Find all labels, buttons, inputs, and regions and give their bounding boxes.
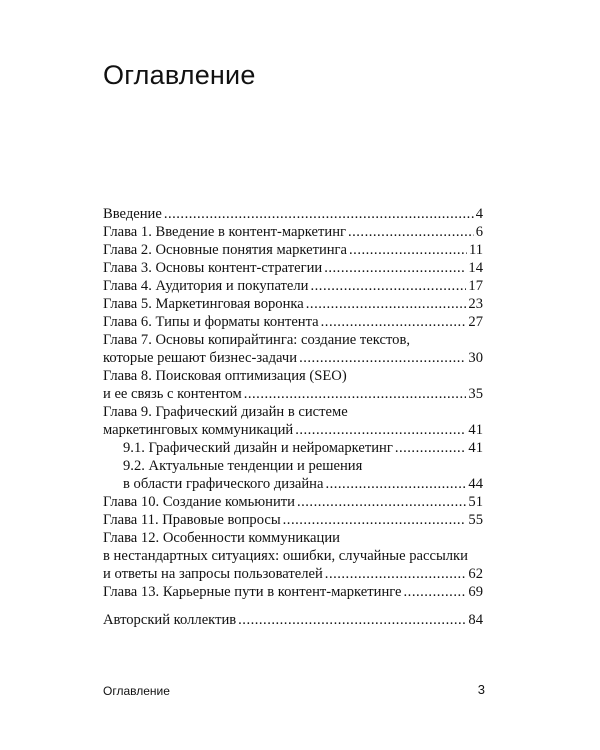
toc-entry-page: 4 xyxy=(475,206,483,222)
dot-leader xyxy=(238,611,466,629)
toc-entry-title: Авторский коллектив xyxy=(103,612,237,628)
toc-entry xyxy=(103,529,483,583)
toc-entry-title: Глава 2. Основные понятия маркетинга xyxy=(103,242,348,258)
toc-entry xyxy=(103,611,483,629)
toc-entry-title: Глава 3. Основы контент-стратегии xyxy=(103,260,323,276)
toc-entry-title: Глава 1. Введение в контент-маркетинг xyxy=(103,224,346,240)
toc-entry-title: Глава 5. Маркетинговая воронка xyxy=(103,296,304,312)
toc-entry-title: 9.1. Графический дизайн и нейромаркетинг xyxy=(123,440,393,456)
toc-entry-leader-line xyxy=(103,511,483,529)
dot-leader xyxy=(311,277,467,295)
dot-leader xyxy=(299,349,466,367)
page-number: 3 xyxy=(477,682,485,697)
toc-entry-leader-line xyxy=(103,313,483,331)
toc-entry-title: Введение xyxy=(103,206,162,222)
dot-leader xyxy=(325,475,466,493)
toc-entry-text-line: 9.2. Актуальные тенденции и решения xyxy=(123,458,363,474)
toc-entry xyxy=(103,259,483,277)
dot-leader xyxy=(404,583,467,601)
toc-entry-title: которые решают бизнес-задачи xyxy=(103,350,298,366)
dot-leader xyxy=(306,295,467,313)
toc-entry-text-line: Глава 7. Основы копирайтинга: создание текстов, xyxy=(103,332,411,348)
toc-entry-title: и ее связь с контентом xyxy=(103,386,242,402)
toc-entry-page: 27 xyxy=(468,314,483,330)
dot-leader xyxy=(349,241,467,259)
dot-leader xyxy=(297,493,466,511)
toc-entry-leader-line xyxy=(103,565,483,583)
toc-entry xyxy=(103,241,483,259)
toc-entry xyxy=(103,223,483,241)
toc-entry-page: 30 xyxy=(468,350,483,366)
toc-entry-leader-line xyxy=(123,475,483,493)
toc-entry xyxy=(103,439,483,457)
dot-leader xyxy=(324,259,466,277)
toc-entry xyxy=(103,511,483,529)
toc-entry xyxy=(103,403,483,439)
dot-leader xyxy=(395,439,467,457)
toc-entry-leader-line xyxy=(103,205,483,223)
toc-entry-page: 41 xyxy=(468,440,483,456)
dot-leader xyxy=(283,511,467,529)
toc-entry-page: 11 xyxy=(468,242,483,258)
toc-entry-page: 44 xyxy=(468,476,483,492)
toc-entry-leader-line xyxy=(103,493,483,511)
toc-entry-leader-line xyxy=(103,241,483,259)
toc-entry-page: 84 xyxy=(468,612,483,628)
toc-entry-text-line: Глава 12. Особенности коммуникации xyxy=(103,530,340,546)
toc-entry xyxy=(103,205,483,223)
toc-entry-leader-line xyxy=(123,439,483,457)
toc-entry-title: и ответы на запросы пользователей xyxy=(103,566,323,582)
toc-entry xyxy=(103,367,483,403)
table-of-contents xyxy=(103,205,483,629)
toc-entry-page: 62 xyxy=(468,566,483,582)
toc-entry-text-line: в нестандартных ситуациях: ошибки, случайные рассылки xyxy=(103,548,468,564)
toc-entry-page: 6 xyxy=(475,224,483,240)
toc-entry-title: Глава 6. Типы и форматы контента xyxy=(103,314,319,330)
running-footer-label: Оглавление xyxy=(103,684,170,698)
toc-entry xyxy=(103,331,483,367)
toc-entry-title: Глава 13. Карьерные пути в контент-маркетинге xyxy=(103,584,402,600)
dot-leader xyxy=(244,385,467,403)
toc-entry-leader-line xyxy=(103,223,483,241)
toc-entry-title: в области графического дизайна xyxy=(123,476,324,492)
page-title: Оглавление xyxy=(103,60,256,90)
toc-entry xyxy=(103,277,483,295)
toc-entry-title: Глава 10. Создание комьюнити xyxy=(103,494,295,510)
toc-entry-leader-line xyxy=(103,611,483,629)
toc-entry xyxy=(103,493,483,511)
dot-leader xyxy=(348,223,474,241)
toc-entry xyxy=(103,457,483,493)
toc-entry-page: 69 xyxy=(468,584,483,600)
toc-entry-page: 41 xyxy=(468,422,483,438)
toc-entry-page: 17 xyxy=(468,278,483,294)
toc-entry-leader-line xyxy=(103,583,483,601)
toc-entry xyxy=(103,583,483,601)
dot-leader xyxy=(325,565,467,583)
dot-leader xyxy=(321,313,467,331)
toc-entry-title: Глава 11. Правовые вопросы xyxy=(103,512,281,528)
toc-entry-leader-line xyxy=(103,295,483,313)
dot-leader xyxy=(164,205,474,223)
toc-entry-text-line: Глава 9. Графический дизайн в системе xyxy=(103,404,348,420)
toc-entry-page: 51 xyxy=(468,494,483,510)
toc-entry-page: 55 xyxy=(468,512,483,528)
toc-entry-leader-line xyxy=(103,259,483,277)
toc-entry-leader-line xyxy=(103,277,483,295)
toc-entry-page: 35 xyxy=(468,386,483,402)
toc-entry-title: Глава 4. Аудитория и покупатели xyxy=(103,278,309,294)
toc-entry-leader-line xyxy=(103,349,483,367)
toc-entry xyxy=(103,313,483,331)
toc-entry-page: 23 xyxy=(468,296,483,312)
toc-entry-leader-line xyxy=(103,385,483,403)
dot-leader xyxy=(295,421,466,439)
toc-entry-leader-line xyxy=(103,421,483,439)
toc-entry-page: 14 xyxy=(468,260,483,276)
toc-entry-text-line: Глава 8. Поисковая оптимизация (SEO) xyxy=(103,368,347,384)
toc-entry-title: маркетинговых коммуникаций xyxy=(103,422,294,438)
toc-entry xyxy=(103,295,483,313)
